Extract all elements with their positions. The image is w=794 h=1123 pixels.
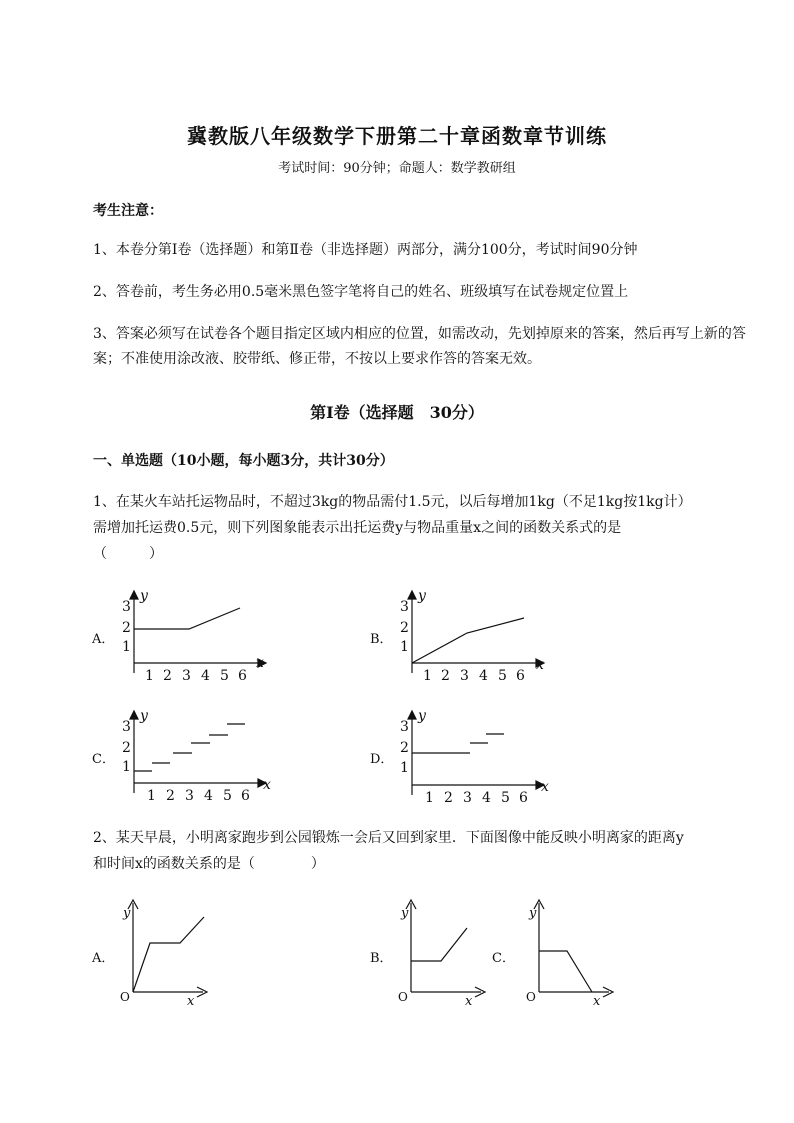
q2-option-a-label[interactable]: A．: [92, 951, 115, 966]
x-tick-3: 3: [182, 668, 191, 684]
note-item-3: 3、答案必须写在试卷各个题目指定区域内相应的位置，如需改动，先划掉原来的答案，然后再写上新的答案；不准使用涂改液、胶带纸、修正带，不按以上要求作答的答案无效。: [93, 326, 746, 367]
x-axis-label: x: [536, 657, 544, 673]
x-tick-4: 4: [482, 790, 491, 805]
graph-line: [411, 928, 467, 961]
notes-heading: 考生注意：: [93, 203, 163, 219]
x-tick-4: 4: [204, 788, 213, 804]
y-tick-2: 2: [122, 740, 131, 756]
x-tick-2: 2: [441, 668, 450, 684]
q2-graph-c: [521, 895, 621, 1007]
y-tick-3: 3: [400, 719, 409, 735]
x-axis-label: x: [256, 655, 264, 671]
q2-option-c-label[interactable]: C．: [492, 951, 515, 966]
y-tick-2: 2: [122, 620, 131, 636]
y-tick-1: 1: [122, 639, 131, 655]
y-axis-arrow: [408, 591, 416, 599]
y-axis-label: y: [418, 708, 426, 724]
y-tick-3: 3: [400, 599, 409, 615]
origin-label: O: [120, 990, 130, 1004]
q1-option-c-label[interactable]: C．: [92, 752, 115, 767]
origin-label: O: [398, 990, 408, 1004]
x-tick-5: 5: [498, 668, 507, 684]
section-single-choice: 一、单选题（10小题，每小题3分，共计30分）: [93, 453, 394, 469]
x-tick-3: 3: [185, 788, 194, 804]
x-axis-label: x: [187, 994, 195, 1007]
q2-graph-a: [115, 895, 215, 1007]
graph-line: [134, 608, 240, 629]
x-axis-label: x: [465, 994, 473, 1007]
q1-option-b-label[interactable]: B．: [370, 632, 393, 647]
note-item-1: 1、本卷分第I卷（选择题）和第Ⅱ卷（非选择题）两部分，满分100分，考试时间90分钟: [93, 242, 638, 258]
x-tick-2: 2: [166, 788, 175, 804]
graph-line: [412, 618, 524, 663]
q2-graph-b: [393, 895, 493, 1007]
y-axis-label: y: [529, 906, 537, 921]
x-tick-1: 1: [425, 790, 434, 805]
q1-graph-d: [388, 705, 558, 805]
y-axis-label: y: [140, 588, 148, 604]
y-axis-label: y: [123, 906, 131, 921]
x-tick-6: 6: [516, 668, 525, 684]
y-tick-1: 1: [400, 760, 409, 776]
q2-option-b-label[interactable]: B．: [370, 951, 393, 966]
y-axis-label: y: [418, 588, 426, 604]
x-tick-2: 2: [163, 668, 172, 684]
x-tick-5: 5: [501, 790, 510, 805]
x-tick-1: 1: [147, 788, 156, 804]
question-1-line-1: 1、在某火车站托运物品时，不超过3kg的物品需付1.5元，以后每增加1kg（不足1kg按1kg计）: [93, 494, 692, 510]
x-tick-4: 4: [201, 668, 210, 684]
question-1-line-2: 需增加托运费0.5元，则下列图象能表示出托运费y与物品重量x之间的函数关系式的是: [93, 520, 622, 536]
x-tick-3: 3: [463, 790, 472, 805]
graph-line: [539, 951, 592, 992]
y-tick-2: 2: [400, 620, 409, 636]
x-tick-5: 5: [220, 668, 229, 684]
y-axis-arrow: [130, 591, 138, 599]
x-tick-6: 6: [519, 790, 528, 805]
x-tick-1: 1: [145, 668, 154, 684]
note-item-2: 2、答卷前，考生务必用0.5毫米黑色签字笔将自己的姓名、班级填写在试卷规定位置上: [93, 284, 629, 300]
y-tick-3: 3: [122, 719, 131, 735]
y-tick-3: 3: [122, 599, 131, 615]
question-2-line-2: 和时间x的函数关系的是（ ）: [93, 856, 325, 872]
y-axis-arrow: [408, 711, 416, 719]
question-2-line-1: 2、某天早晨，小明离家跑步到公园锻炼一会后又回到家里．下面图像中能反映小明离家的距离y: [93, 830, 684, 846]
x-tick-4: 4: [479, 668, 488, 684]
x-tick-6: 6: [238, 668, 247, 684]
x-axis-label: x: [263, 777, 271, 793]
x-tick-3: 3: [460, 668, 469, 684]
graph-line: [133, 917, 204, 992]
q1-graph-b: [388, 585, 558, 685]
y-axis-label: y: [401, 906, 409, 921]
q1-option-a-label[interactable]: A．: [92, 632, 115, 647]
y-tick-1: 1: [400, 639, 409, 655]
y-tick-1: 1: [122, 759, 131, 775]
y-tick-2: 2: [400, 740, 409, 756]
x-tick-5: 5: [223, 788, 232, 804]
page-title: 冀教版八年级数学下册第二十章函数章节训练: [187, 124, 607, 148]
x-axis-label: x: [593, 994, 601, 1007]
part-one-title: 第I卷（选择题 30分）: [310, 403, 484, 422]
q1-graph-a: [110, 585, 280, 685]
question-1-blank: （ ）: [93, 546, 163, 562]
q1-option-d-label[interactable]: D．: [370, 752, 394, 767]
x-tick-6: 6: [241, 788, 250, 804]
q1-graph-c: [110, 705, 280, 805]
exam-info: 考试时间：90分钟；命题人：数学教研组: [278, 161, 516, 176]
y-axis-label: y: [140, 708, 148, 724]
y-axis-arrow: [130, 711, 138, 719]
origin-label: O: [526, 990, 536, 1004]
x-axis-label: x: [541, 779, 549, 795]
x-tick-1: 1: [423, 668, 432, 684]
x-tick-2: 2: [444, 790, 453, 805]
